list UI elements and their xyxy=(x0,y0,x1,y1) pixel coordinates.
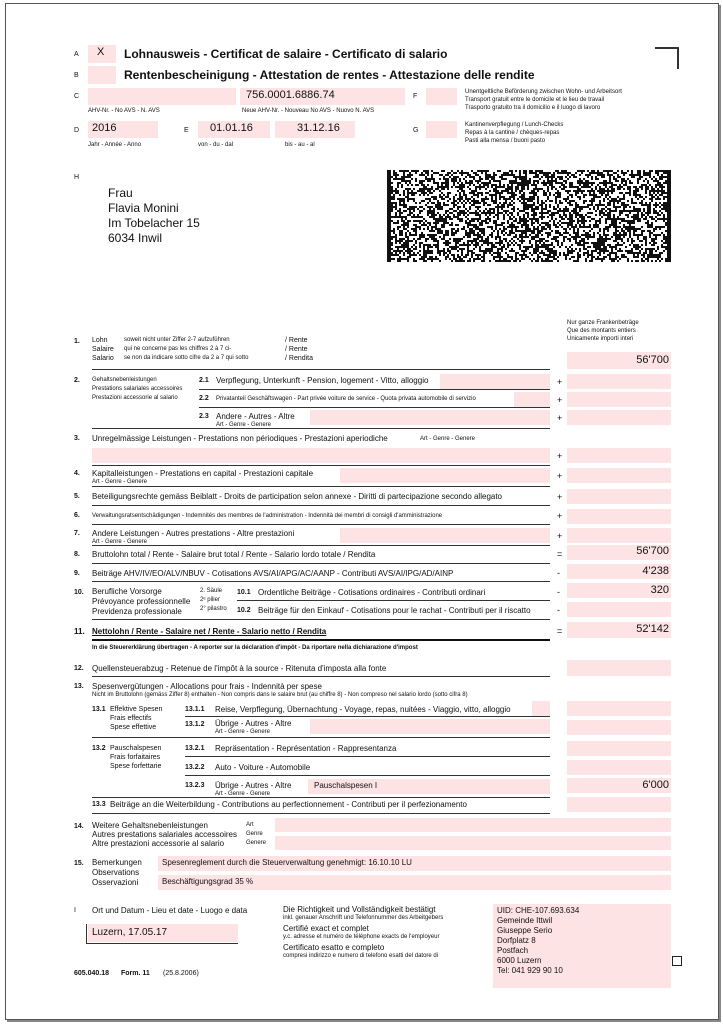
year-value: 2016 xyxy=(92,122,117,134)
colhead-1: Nur ganze Frankenbeträge xyxy=(567,320,639,326)
to-label: bis - au - al xyxy=(285,142,315,148)
row-10-pillar-de: 2. Säule xyxy=(200,588,223,594)
row-2-label-fr: Prestations salariales accessoires xyxy=(92,386,183,392)
to-value: 31.12.16 xyxy=(297,122,340,134)
value-field-5[interactable] xyxy=(567,489,671,504)
equals-sign: = xyxy=(557,549,563,559)
rule xyxy=(92,505,550,506)
value-8: 56'700 xyxy=(636,545,669,557)
plus-sign: + xyxy=(557,511,563,521)
certify-de-sub: inkl. genauer Anschrift und Telefonnummer des Arbeitgebers xyxy=(283,915,444,921)
row-132-label-it: Spese forfettarie xyxy=(110,763,162,770)
row-1322-number: 13.2.2 xyxy=(185,764,205,771)
row-1312-number: 13.1.2 xyxy=(185,721,205,728)
row-7-sub: Art - Genre - Genere xyxy=(92,539,148,545)
row-1321-text: Repräsentation - Représentation - Rappresentanza xyxy=(215,744,397,753)
row-133-number: 13.3 xyxy=(92,801,106,808)
ahv-new-label: Neue AHV-Nr. - Nouveau No AVS - Nuovo N. AVS xyxy=(242,108,375,114)
row-14-label-fr: Autres prestations salariales accessoires xyxy=(92,830,237,839)
row-14-number: 14. xyxy=(74,823,84,830)
value-field-21[interactable] xyxy=(567,374,671,389)
recipient-city: 6034 Inwil xyxy=(108,231,163,245)
row-1-label-fr: Salaire xyxy=(92,346,114,353)
row-3-field[interactable] xyxy=(92,448,550,463)
year-label: Jahr - Année - Anno xyxy=(88,142,142,148)
value-1: 56'700 xyxy=(636,354,669,366)
value-1323: 6'000 xyxy=(642,779,669,791)
row-14-label-it: Altre prestazioni accessorie al salario xyxy=(92,839,225,848)
rule xyxy=(92,563,550,564)
row-11-number: 11. xyxy=(74,627,85,636)
row-1321-number: 13.2.1 xyxy=(185,745,205,752)
row-14-genre-fr: Genre xyxy=(246,831,263,837)
row-5-number: 5. xyxy=(74,493,80,500)
rule-v xyxy=(86,924,87,944)
letter-c: C xyxy=(74,93,80,100)
from-value: 01.01.16 xyxy=(210,122,253,134)
row-6-number: 6. xyxy=(74,512,80,519)
value-field-7[interactable] xyxy=(567,528,671,543)
row-1-note-de: soweit nicht unter Ziffer 2-7 aufzuführen xyxy=(124,337,230,343)
row-2-label-de: Gehaltsnebenleistungen xyxy=(92,377,157,383)
row-2-number: 2. xyxy=(74,377,80,384)
remarks-value-1: Spesenreglement durch die Steuerverwaltung genehmigt: 16.10.10 LU xyxy=(162,858,412,867)
rule xyxy=(92,737,550,738)
value-field-23[interactable] xyxy=(567,410,671,425)
plus-sign: + xyxy=(557,413,563,423)
row-4-sub: Art - Genre - Genere xyxy=(92,479,148,485)
plus-sign: + xyxy=(557,471,563,481)
row-10-pillar-it: 2° pilastro xyxy=(200,606,227,612)
row-23-number: 2.3 xyxy=(199,413,209,420)
row-14-genre-it: Genere xyxy=(246,840,267,846)
row-133-text: Beiträge an die Weiterbildung - Contributions au perfectionnement - Contributi per il perfezionamento xyxy=(110,800,467,809)
letter-d: D xyxy=(74,127,80,134)
row-10-label-de: Berufliche Vorsorge xyxy=(92,587,162,596)
certify-fr-sub: y.c. adresse et numéro de téléphone exacts de l'employeur xyxy=(283,934,440,940)
value-field-1312[interactable] xyxy=(567,720,671,735)
plus-sign: + xyxy=(557,492,563,502)
row-1322-text: Auto - Voiture - Automobile xyxy=(215,763,311,772)
row-11-sub: In die Steuererklärung übertragen - A reporter sur la déclaration d'impôt - Da riportare nella dichiarazione d'impost xyxy=(92,645,418,651)
row-11-text: Nettolohn / Rente - Salaire net / Rente - Salario netto / Rendita xyxy=(92,627,327,636)
rule xyxy=(199,407,550,408)
letter-g: G xyxy=(413,127,419,134)
g-text-3: Pasti alla mensa / buoni pasto xyxy=(465,138,546,144)
certify-fr: Certifié exact et complet xyxy=(283,924,369,933)
certify-it-sub: compresi indirizzo e numero di telefono esatti del datore di xyxy=(283,953,439,959)
employer-pobox: Postfach xyxy=(497,946,529,955)
value-9: 4'238 xyxy=(642,565,669,577)
plus-sign: + xyxy=(557,395,563,405)
g-text-1: Kantinenverpflegung / Lunch-Checks xyxy=(465,122,564,128)
row-14-field-2[interactable] xyxy=(275,836,671,850)
row-22-text: Privatanteil Geschäftswagen - Part privée voiture de service - Quota privata automobile di servizio xyxy=(216,396,476,402)
row-15-label-it: Osservazioni xyxy=(92,878,139,887)
row-10-pillar-fr: 2ᵉ pilier xyxy=(200,597,220,603)
value-field-3[interactable] xyxy=(567,448,671,463)
row-3-art: Art - Genre - Genere xyxy=(420,436,476,442)
row-1323-number: 13.2.3 xyxy=(185,782,205,789)
rule xyxy=(185,775,550,776)
row-1311-field[interactable] xyxy=(532,701,550,716)
row-12-number: 12. xyxy=(74,665,84,672)
recipient-salutation: Frau xyxy=(108,186,133,200)
row-3-number: 3. xyxy=(74,435,80,442)
row-10-number: 10. xyxy=(74,589,84,596)
plus-sign: + xyxy=(557,531,563,541)
row-7-field[interactable] xyxy=(340,528,550,543)
row-23-field[interactable] xyxy=(310,410,550,425)
row-10-label-it: Previdenza professionale xyxy=(92,607,182,616)
value-field-1311[interactable] xyxy=(567,701,671,716)
corner-mark-top-v xyxy=(677,47,679,69)
checkbox-f[interactable] xyxy=(426,88,457,105)
row-8-text: Bruttolohn total / Rente - Salaire brut total / Rente - Salario lordo totale / Rendita xyxy=(92,550,376,559)
plus-sign: + xyxy=(557,377,563,387)
letter-e: E xyxy=(184,127,189,134)
row-14-field-1[interactable] xyxy=(275,818,671,832)
remarks-value-2: Beschäftigungsgrad 35 % xyxy=(162,877,254,886)
row-101-number: 10.1 xyxy=(237,589,251,596)
rule xyxy=(92,619,550,620)
title-b: Rentenbescheinigung - Attestation de rentes - Attestazione delle rendite xyxy=(124,68,535,82)
row-1-label-de: Lohn xyxy=(92,337,108,344)
rule xyxy=(92,797,550,798)
employer-name: Gemeinde Ittwil xyxy=(497,916,553,925)
row-1-note-fr: qui ne concerne pas les chiffres 2 à 7 ci- xyxy=(124,346,232,352)
value-101: 320 xyxy=(650,584,669,596)
form-label: Form. 11 xyxy=(121,970,150,977)
minus-sign: - xyxy=(557,568,560,578)
row-6-text: Verwaltungsratsentschädigungen - Indemnités des membres de l'administration - Indennità dei membri di consigli d'amministrazione xyxy=(92,513,443,519)
row-9-number: 9. xyxy=(74,570,80,577)
row-1323-field-value: Pauschalspesen I xyxy=(314,781,378,790)
checkbox-g[interactable] xyxy=(426,121,457,138)
rule-bold xyxy=(92,639,550,641)
row-23-text: Andere - Autres - Altre xyxy=(216,412,295,421)
row-14-genre-de: Art xyxy=(246,822,254,828)
value-11: 52'142 xyxy=(636,623,669,635)
row-1311-text: Reise, Verpflegung, Übernachtung - Voyage, repas, nuitées - Viaggio, vitto, alloggio xyxy=(215,705,511,714)
row-102-number: 10.2 xyxy=(237,607,251,614)
value-field-12[interactable] xyxy=(567,660,671,676)
row-132-label-de: Pauschalspesen xyxy=(110,745,162,752)
row-14-label-de: Weitere Gehaltsnebenleistungen xyxy=(92,821,208,830)
rule xyxy=(86,943,238,944)
rule xyxy=(92,465,550,466)
rule xyxy=(92,486,550,487)
row-102-text: Beiträge für den Einkauf - Cotisations pour le rachat - Contributi per il riscatto xyxy=(258,606,531,615)
row-4-field[interactable] xyxy=(340,468,550,483)
colhead-3: Unicamente importi interi xyxy=(567,336,634,342)
row-1-number: 1. xyxy=(74,338,80,345)
value-field-102[interactable] xyxy=(567,602,671,617)
row-3-text: Unregelmässige Leistungen - Prestations non périodiques - Prestazioni aperiodiche xyxy=(92,434,388,443)
row-13-number: 13. xyxy=(74,683,84,690)
row-13-text: Spesenvergütungen - Allocations pour frais - Indennità per spese xyxy=(92,682,322,691)
rule xyxy=(92,813,550,814)
equals-sign: = xyxy=(557,626,563,636)
row-131-label-it: Spese effettive xyxy=(110,724,157,731)
row-22-number: 2.2 xyxy=(199,395,209,402)
letter-f: F xyxy=(413,93,418,100)
letter-i: I xyxy=(74,907,76,914)
rule xyxy=(185,756,550,757)
rule xyxy=(92,524,550,525)
row-1-rente-fr: / Rente xyxy=(285,346,308,353)
colhead-2: Que des montants entiers xyxy=(567,328,636,334)
employer-contact: Giuseppe Serio xyxy=(497,926,553,935)
plus-sign: + xyxy=(557,451,563,461)
rule xyxy=(92,581,550,582)
letter-a: A xyxy=(74,51,79,58)
f-text-1: Unentgeltliche Beförderung zwischen Wohn- und Arbeitsort xyxy=(465,89,622,95)
row-15-label-de: Bemerkungen xyxy=(92,858,142,867)
value-field-1322[interactable] xyxy=(567,760,671,775)
row-1323-sub: Art - Genre - Genere xyxy=(215,791,271,797)
rule xyxy=(185,716,550,717)
employer-street: Dorfplatz 8 xyxy=(497,936,536,945)
row-8-number: 8. xyxy=(74,551,80,558)
rule xyxy=(92,676,550,677)
letter-h: H xyxy=(74,174,80,181)
form-date: (25.8.2006) xyxy=(163,970,199,977)
value-field-133[interactable] xyxy=(567,797,671,812)
g-text-2: Repas à la cantine / chèques-repas xyxy=(465,130,560,136)
employer-city: 6000 Luzern xyxy=(497,956,542,965)
employer-phone: Tel: 041 929 90 10 xyxy=(497,966,563,975)
recipient-street: Im Tobelacher 15 xyxy=(108,216,200,230)
checkbox-b[interactable] xyxy=(88,66,116,84)
certify-de: Die Richtigkeit und Vollständigkeit bestätigt xyxy=(283,905,436,914)
rule xyxy=(92,369,550,370)
corner-mark-top xyxy=(655,47,679,49)
row-1312-text: Übrige - Autres - Altre xyxy=(215,719,292,728)
row-21-text: Verpflegung, Unterkunft - Pension, logement - Vitto, alloggio xyxy=(216,376,429,385)
rule xyxy=(199,389,550,390)
row-1312-sub: Art - Genre - Genere xyxy=(215,729,271,735)
row-12-text: Quellensteuerabzug - Retenue de l'impôt à la source - Ritenuta d'imposta alla fonte xyxy=(92,664,387,673)
row-1312-field[interactable] xyxy=(310,719,550,734)
rule xyxy=(92,545,550,546)
ahv-old-field[interactable] xyxy=(88,88,236,105)
value-field-1321[interactable] xyxy=(567,741,671,756)
row-15-label-fr: Observations xyxy=(92,868,140,877)
row-131-number: 13.1 xyxy=(92,706,106,713)
value-field-4[interactable] xyxy=(567,468,671,483)
row-7-number: 7. xyxy=(74,530,80,537)
f-text-2: Transport gratuit entre le domicile et le lieu de travail xyxy=(465,97,605,103)
row-132-number: 13.2 xyxy=(92,745,106,752)
check-a-mark: X xyxy=(97,46,105,58)
row-4-text: Kapitalleistungen - Prestations en capital - Prestazioni capitale xyxy=(92,469,314,478)
place-label: Ort und Datum - Lieu et date - Luogo e data xyxy=(92,906,248,915)
letter-b: B xyxy=(74,72,79,79)
row-132-label-fr: Frais forfaitaires xyxy=(110,754,161,761)
row-9-text: Beiträge AHV/IV/EO/ALV/NBUV - Cotisations AVS/AI/APG/AC/AANP - Contributi AVS/AI/IPG/AD/AINP xyxy=(92,569,454,578)
row-22-field[interactable] xyxy=(514,392,550,407)
value-field-22[interactable] xyxy=(567,392,671,407)
row-5-text: Beteiligungsrechte gemäss Beiblatt - Droits de participation selon annexe - Diritti di partecipazione secondo allegato xyxy=(92,492,503,501)
row-10-label-fr: Prévoyance professionnelle xyxy=(92,597,191,606)
row-13-sub: Nicht im Bruttolohn (gemäss Ziffer 8) enthalten - Non compris dans le salaire brut (au chiffre 8) - Non compreso nel salario lordo (sotto cifra 8) xyxy=(92,692,468,698)
row-1-rente-de: / Rente xyxy=(285,337,308,344)
row-2-label-it: Prestazioni accessorie al salario xyxy=(92,395,178,401)
row-131-label-de: Effektive Spesen xyxy=(110,706,163,713)
row-1-note-it: se non da indicare sotto cifre da 2 a 7 qui sotto xyxy=(124,355,249,361)
rule xyxy=(92,428,550,429)
row-1311-number: 13.1.1 xyxy=(185,706,205,713)
row-1-label-it: Salario xyxy=(92,355,114,362)
row-131-label-fr: Frais effectifs xyxy=(110,715,152,722)
value-field-6[interactable] xyxy=(567,509,671,524)
f-text-3: Trasporto gratuito tra il domicilio e il luogo di lavoro xyxy=(465,105,601,111)
form-number: 605.040.18 xyxy=(74,970,110,977)
row-15-number: 15. xyxy=(74,860,84,867)
ahv-new-value: 756.0001.6886.74 xyxy=(246,89,335,101)
minus-sign: - xyxy=(557,605,560,615)
row-4-number: 4. xyxy=(74,470,80,477)
employer-uid: UID: CHE-107.693.634 xyxy=(497,906,580,915)
row-101-text: Ordentliche Beiträge - Cotisations ordinaires - Contributi ordinari xyxy=(258,588,486,597)
certify-it: Certificato esatto e completo xyxy=(283,943,385,952)
row-21-field[interactable] xyxy=(440,374,550,389)
from-label: von - du - dal xyxy=(198,142,234,148)
row-1-rente-it: / Rendita xyxy=(285,355,314,362)
ahv-old-label: AHV-Nr. - No AVS - N. AVS xyxy=(88,108,160,114)
minus-sign: - xyxy=(557,587,560,597)
row-1323-text: Übrige - Autres - Altre xyxy=(215,781,292,790)
row-21-number: 2.1 xyxy=(199,377,209,384)
row-7-text: Andere Leistungen - Autres prestations - Altre prestazioni xyxy=(92,529,295,538)
title-a: Lohnausweis - Certificat de salaire - Certificato di salario xyxy=(124,47,448,61)
rule xyxy=(237,600,550,601)
place-date-value: Luzern, 17.05.17 xyxy=(92,927,168,938)
recipient-name: Flavia Monini xyxy=(108,201,179,215)
barcode-2d-icon xyxy=(387,170,671,262)
row-23-sub: Art - Genre - Genere xyxy=(216,422,272,428)
corner-square xyxy=(672,956,682,966)
